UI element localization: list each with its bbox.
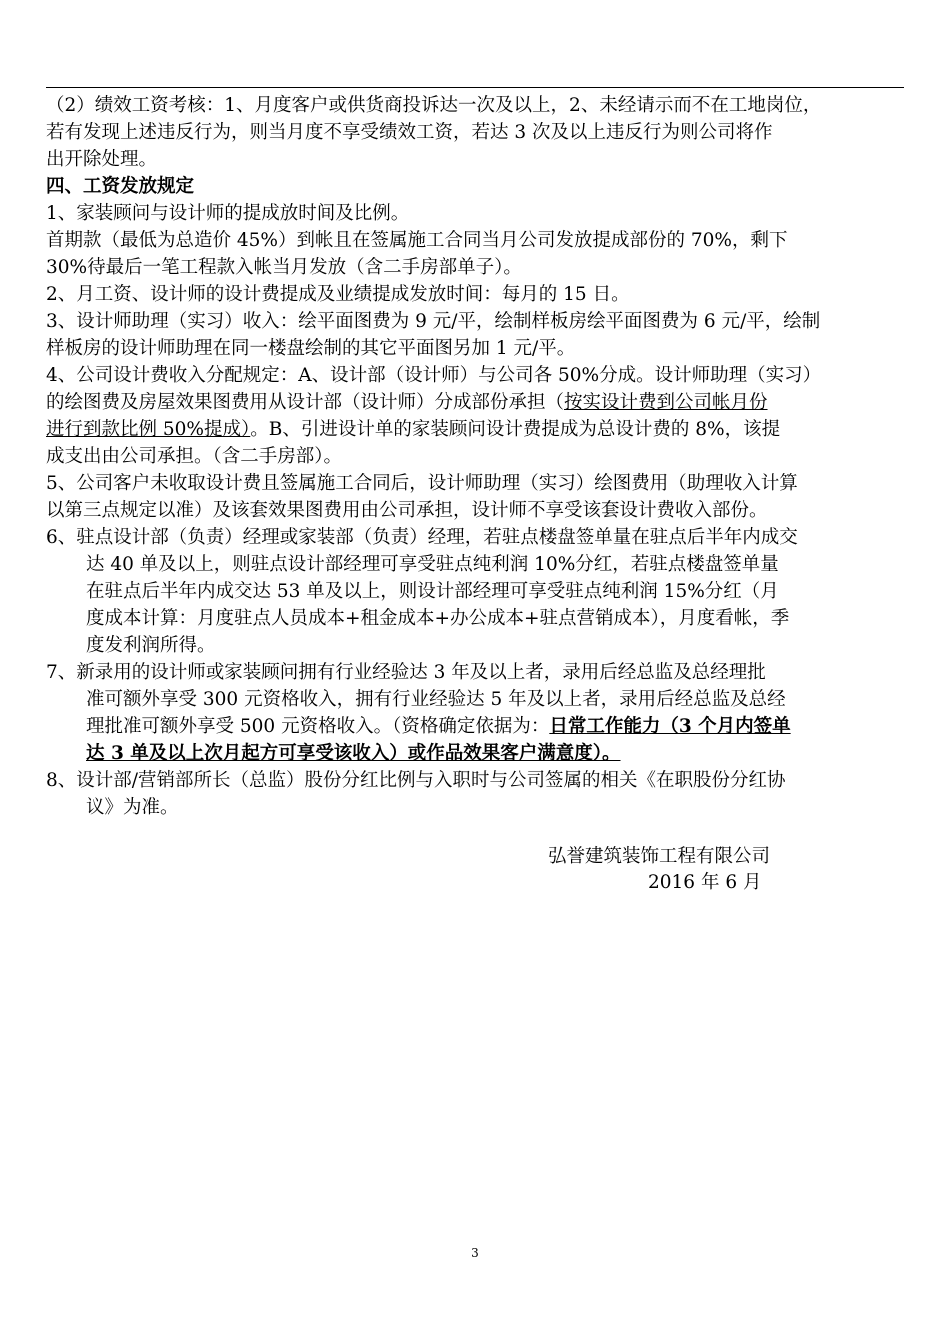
- item-8-line-2: 议》为准。: [86, 797, 179, 818]
- item-7-bold-underlined-b: 达 3 单及以上次月起方可享受该收入）或作品效果客户满意度）。: [86, 743, 621, 764]
- item-8-line-1: 8、设计部/营销部所长（总监）股份分红比例与入职时与公司签属的相关《在职股份分红协: [46, 770, 786, 791]
- item-4-underlined-text-b: 进行到款比例 50%提成）: [46, 419, 251, 440]
- item-6-line-2: 达 40 单及以上，则驻点设计部经理可享受驻点纯利润 10%分红，若驻点楼盘签单量: [86, 554, 779, 575]
- item-7-line-4: [46, 740, 906, 767]
- page-number: 3: [471, 1246, 479, 1260]
- item-7-line-1: 7、新录用的设计师或家装顾问拥有行业经验达 3 年及以上者，录用后经总监及总经理批: [46, 662, 766, 683]
- document-body: [46, 92, 906, 821]
- item-6-line-1: 6、驻点设计部（负责）经理或家装部（负责）经理，若驻点楼盘签单量在驻点后半年内成交: [46, 527, 798, 548]
- item-4-line-2-text: 的绘图费及房屋效果图费用从设计部（设计师）分成部份承担（: [46, 392, 565, 413]
- item-4-line-3: [46, 416, 906, 443]
- item-4-underlined-text-a: 按实设计费到公司帐月份: [564, 392, 768, 413]
- perf-review-line-1: （2）绩效工资考核：1、月度客户或供货商投诉达一次及以上，2、未经请示而不在工地岗位，: [46, 95, 822, 116]
- item-4-line-4: 成支出由公司承担。（含二手房部）。: [46, 446, 343, 467]
- item-4-line-1: 4、公司设计费收入分配规定：A、设计部（设计师）与公司各 50%分成。设计师助理（实习）: [46, 365, 822, 386]
- item-7-line-3-text: 理批准可额外享受 500 元资格收入。（资格确定依据为：: [86, 716, 550, 737]
- item-2: 2、月工资、设计师的设计费提成及业绩提成发放时间：每月的 15 日。: [46, 284, 630, 305]
- item-7-line-2: 准可额外享受 300 元资格收入，拥有行业经验达 5 年及以上者，录用后经总监及总经: [86, 689, 786, 710]
- perf-review-line-2: 若有发现上述违反行为，则当月度不享受绩效工资，若达 3 次及以上违反行为则公司将作: [46, 122, 773, 143]
- signature-date: 2016 年 6 月: [648, 872, 762, 893]
- item-5-line-2: 以第三点规定以准）及该套效果图费用由公司承担，设计师不享受该套设计费收入部份。: [46, 500, 768, 521]
- item-1-body-line-2: 30%待最后一笔工程款入帐当月发放（含二手房部单子）。: [46, 257, 522, 278]
- item-7-bold-underlined-a: 日常工作能力（3 个月内签单: [549, 716, 791, 737]
- item-1-title: 1、家装顾问与设计师的提成放时间及比例。: [46, 203, 410, 224]
- item-6-line-4: 度成本计算：月度驻点人员成本+租金成本+办公成本+驻点营销成本），月度看帐，季: [86, 608, 790, 629]
- item-1-body-line-1: 首期款（最低为总造价 45%）到帐且在签属施工合同当月公司发放提成部份的 70%，剩下: [46, 230, 788, 251]
- item-3-line-1: 3、设计师助理（实习）收入：绘平面图费为 9 元/平，绘制样板房绘平面图费为 6 元/平，绘制: [46, 311, 821, 332]
- perf-review-line-3: 出开除处理。: [46, 149, 158, 170]
- header-rule: [46, 87, 904, 88]
- item-4-line-3-text: 。B、引进设计单的家装顾问设计费提成为总设计费的 8%，该提: [250, 419, 781, 440]
- item-6-line-3: 在驻点后半年内成交达 53 单及以上，则设计部经理可享受驻点纯利润 15%分红（月: [86, 581, 779, 602]
- signature-company: 弘誉建筑装饰工程有限公司: [548, 846, 771, 867]
- item-4-line-2: [46, 389, 906, 416]
- item-5-line-1: 5、公司客户未收取设计费且签属施工合同后，设计师助理（实习）绘图费用（助理收入计算: [46, 473, 798, 494]
- section-heading-4: 四、工资发放规定: [46, 176, 195, 197]
- item-7-line-3: [46, 713, 906, 740]
- item-6-line-5: 度发利润所得。: [86, 635, 216, 656]
- item-3-line-2: 样板房的设计师助理在同一楼盘绘制的其它平面图另加 1 元/平。: [46, 338, 576, 359]
